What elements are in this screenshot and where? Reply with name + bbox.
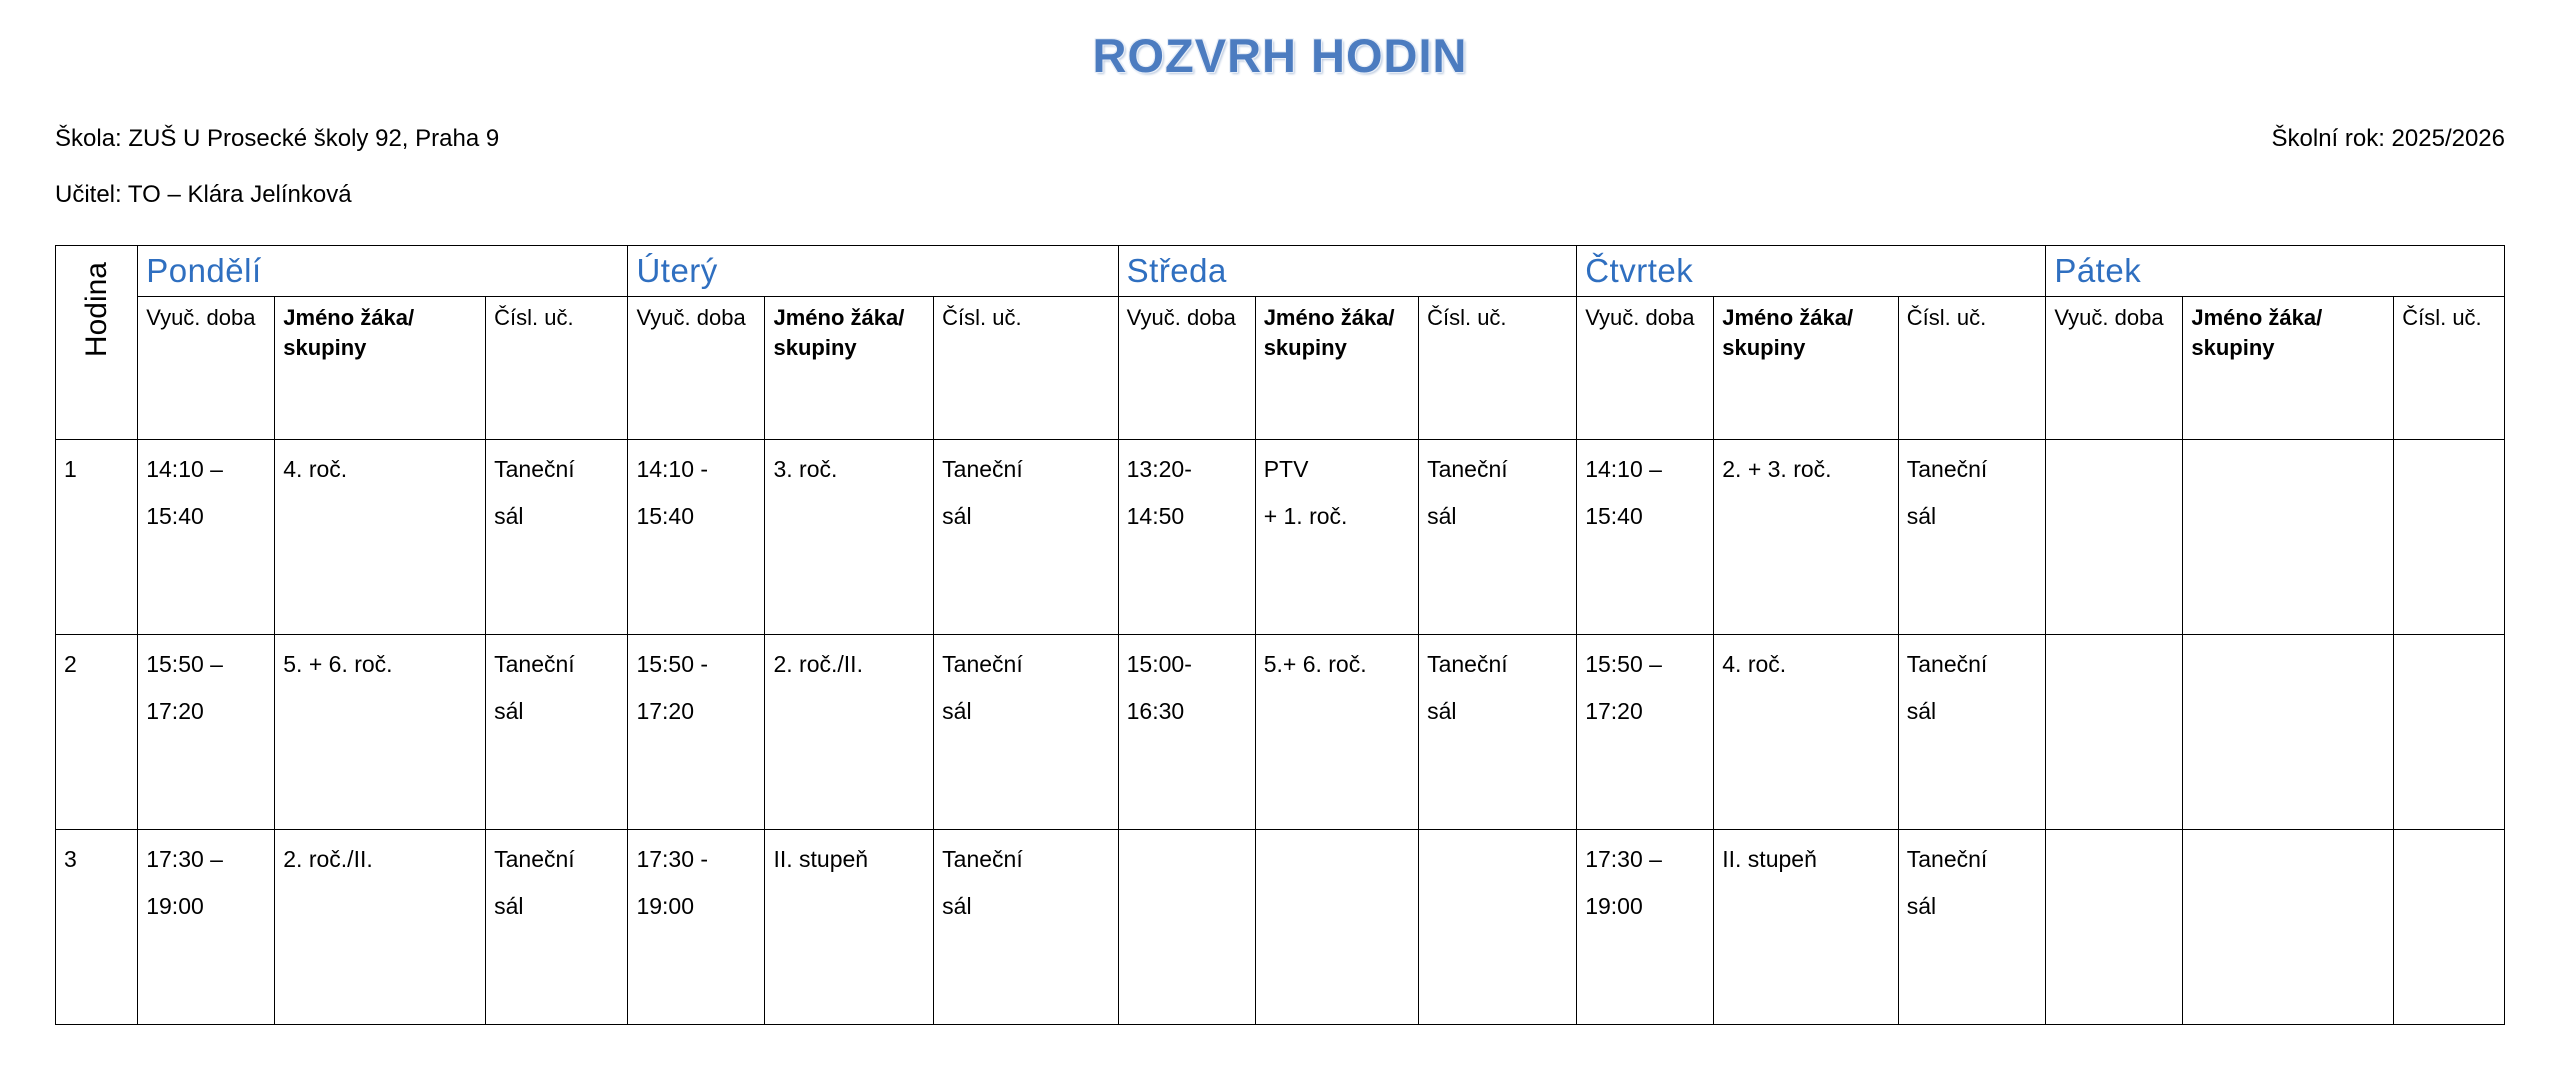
cell-name-tuesday-1 [765,440,934,635]
row-number: 3 [56,830,138,1025]
cell-name-tuesday-3 [765,830,934,1025]
day-header-monday: Pondělí [138,246,628,297]
cell-time-thursday-3 [1577,830,1714,1025]
room-line-2: sál [1906,503,1937,530]
sub-header-time-friday: Vyuč. doba [2046,297,2183,440]
cell-name-monday-3 [275,830,486,1025]
hour-header-label: Hodina [79,262,113,358]
room-line-2: sál [942,698,972,725]
cell-time-wednesday-2 [1118,635,1255,830]
teacher-label: Učitel: TO – Klára Jelínková [55,181,352,208]
cell-time-tuesday-3 [628,830,765,1025]
table-row [56,440,2505,635]
cell-room-tuesday-3 [934,830,1118,1025]
cell-name-monday-2 [275,635,486,830]
cell-room-wednesday-2 [1419,635,1577,830]
cell-name-thursday-2 [1714,635,1898,830]
time-line-2: 16:30 [1126,698,1185,725]
time-line-1: 15:00- [1126,651,1192,677]
room-line-2: sál [942,893,972,920]
name-line-1: PTV [1263,456,1309,482]
cell-time-wednesday-3 [1118,830,1255,1025]
name-line-1: 2. roč./II. [773,651,863,677]
cell-time-tuesday-2 [628,635,765,830]
name-line-1: 2. + 3. roč. [1722,456,1832,482]
cell-time-monday-2 [138,635,275,830]
room-line-2: sál [1906,698,1937,725]
school-label: Škola: ZUŠ U Prosecké školy 92, Praha 9 [55,125,500,152]
cell-name-thursday-3 [1714,830,1898,1025]
name-line-2: + 1. roč. [1263,503,1348,530]
time-line-2: 15:40 [146,503,204,530]
timetable [55,245,2505,1025]
cell-room-monday-1 [486,440,628,635]
cell-time-tuesday-1 [628,440,765,635]
row-number: 2 [56,635,138,830]
cell-room-monday-3 [486,830,628,1025]
cell-time-friday-1 [2046,440,2183,635]
room-line-1: Taneční [494,456,575,482]
sub-header-time-wednesday: Vyuč. doba [1118,297,1255,440]
time-line-2: 17:20 [636,698,694,725]
name-line-1: 3. roč. [773,456,838,482]
room-line-2: sál [1427,503,1457,530]
time-line-2: 17:20 [1585,698,1643,725]
table-row [56,830,2505,1025]
time-line-2: 14:50 [1126,503,1185,530]
time-line-1: 14:10 – [146,456,223,482]
room-line-1: Taneční [494,846,575,872]
cell-room-friday-1 [2394,440,2505,635]
room-line-2: sál [1427,698,1457,725]
sub-header-name-thursday: Jméno žáka/ skupiny [1714,297,1898,440]
name-line-1: 2. roč./II. [283,846,373,872]
room-line-1: Taneční [494,651,575,677]
name-line-1: 4. roč. [283,456,348,482]
time-line-1: 13:20- [1126,456,1192,482]
row-number: 1 [56,440,138,635]
day-header-tuesday: Úterý [628,246,1118,297]
sub-header-name-monday: Jméno žáka/ skupiny [275,297,486,440]
sub-header-name-friday: Jméno žáka/ skupiny [2183,297,2394,440]
sub-header-name-tuesday: Jméno žáka/ skupiny [765,297,934,440]
school-year-label: Školní rok: 2025/2026 [2271,125,2505,152]
time-line-1: 15:50 – [1585,651,1662,677]
time-line-2: 15:40 [636,503,694,530]
room-line-1: Taneční [942,846,1023,872]
room-line-2: sál [494,698,524,725]
cell-time-friday-2 [2046,635,2183,830]
timetable-sub-header-row [56,297,2505,440]
name-line-1: II. stupeň [773,846,869,872]
cell-name-wednesday-1 [1255,440,1418,635]
sub-header-time-tuesday: Vyuč. doba [628,297,765,440]
sub-header-time-thursday: Vyuč. doba [1577,297,1714,440]
table-row [56,635,2505,830]
room-line-2: sál [494,503,524,530]
room-line-1: Taneční [1427,456,1508,482]
room-line-1: Taneční [942,651,1023,677]
cell-room-tuesday-1 [934,440,1118,635]
cell-room-monday-2 [486,635,628,830]
sub-header-name-wednesday: Jméno žáka/ skupiny [1255,297,1418,440]
sub-header-time-monday: Vyuč. doba [138,297,275,440]
room-line-1: Taneční [942,456,1023,482]
time-line-1: 15:50 - [636,651,709,677]
cell-time-friday-3 [2046,830,2183,1025]
cell-room-wednesday-1 [1419,440,1577,635]
cell-time-monday-1 [138,440,275,635]
room-line-1: Taneční [1906,846,1988,872]
meta-row-teacher [55,181,2505,209]
time-line-1: 15:50 – [146,651,223,677]
time-line-1: 17:30 - [636,846,709,872]
room-line-2: sál [1906,893,1937,920]
time-line-2: 19:00 [636,893,694,920]
cell-room-tuesday-2 [934,635,1118,830]
hour-header-cell [56,246,138,440]
day-header-friday: Pátek [2046,246,2505,297]
cell-time-monday-3 [138,830,275,1025]
cell-room-thursday-2 [1898,635,2046,830]
cell-room-thursday-3 [1898,830,2046,1025]
time-line-2: 19:00 [146,893,204,920]
sub-header-room-thursday: Čísl. uč. [1898,297,2046,440]
timetable-wrapper [55,245,2505,1025]
sub-header-room-friday: Čísl. uč. [2394,297,2505,440]
time-line-1: 17:30 – [146,846,223,872]
time-line-2: 19:00 [1585,893,1643,920]
name-line-1: II. stupeň [1722,846,1817,872]
cell-name-monday-1 [275,440,486,635]
room-line-2: sál [942,503,972,530]
cell-name-wednesday-3 [1255,830,1418,1025]
timetable-day-header-row [56,246,2505,297]
cell-name-tuesday-2 [765,635,934,830]
day-header-thursday: Čtvrtek [1577,246,2046,297]
room-line-2: sál [494,893,524,920]
sub-header-room-wednesday: Čísl. uč. [1419,297,1577,440]
name-line-1: 5. + 6. roč. [283,651,393,677]
day-header-wednesday: Středa [1118,246,1577,297]
room-line-1: Taneční [1906,456,1988,482]
cell-time-thursday-2 [1577,635,1714,830]
cell-name-friday-1 [2183,440,2394,635]
meta-row-school [55,125,2505,153]
name-line-1: 4. roč. [1722,651,1787,677]
time-line-1: 14:10 - [636,456,709,482]
name-line-1: 5.+ 6. roč. [1263,651,1367,677]
cell-room-thursday-1 [1898,440,2046,635]
time-line-2: 17:20 [146,698,204,725]
cell-room-wednesday-3 [1419,830,1577,1025]
page-title: ROZVRH HODIN [1092,29,1468,82]
cell-name-thursday-1 [1714,440,1898,635]
cell-name-wednesday-2 [1255,635,1418,830]
cell-name-friday-2 [2183,635,2394,830]
cell-time-wednesday-1 [1118,440,1255,635]
time-line-1: 17:30 – [1585,846,1662,872]
room-line-1: Taneční [1427,651,1508,677]
room-line-1: Taneční [1906,651,1988,677]
cell-time-thursday-1 [1577,440,1714,635]
sub-header-room-tuesday: Čísl. uč. [934,297,1118,440]
cell-room-friday-3 [2394,830,2505,1025]
sub-header-room-monday: Čísl. uč. [486,297,628,440]
time-line-2: 15:40 [1585,503,1643,530]
cell-room-friday-2 [2394,635,2505,830]
time-line-1: 14:10 – [1585,456,1662,482]
cell-name-friday-3 [2183,830,2394,1025]
